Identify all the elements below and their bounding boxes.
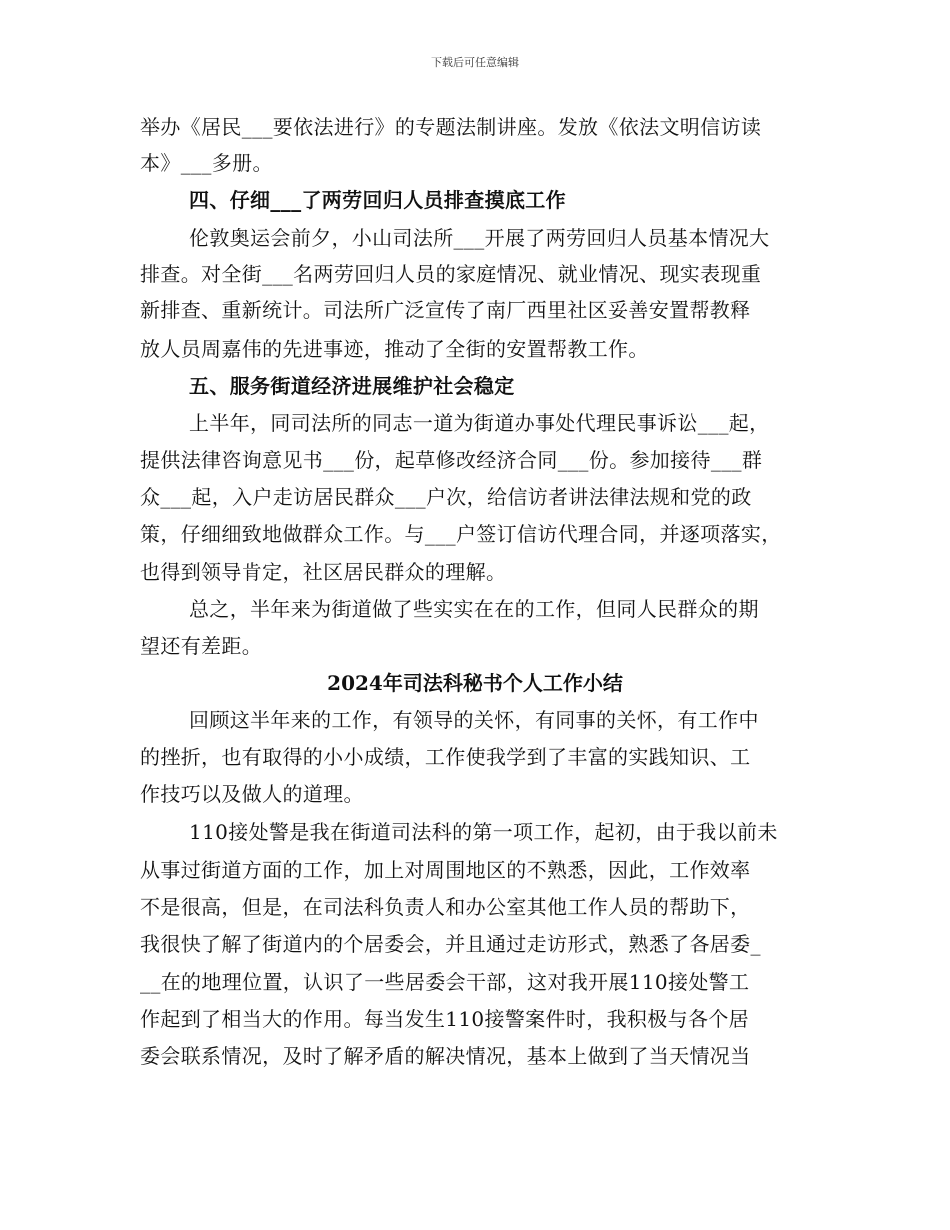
paragraph-line: 新排查、重新统计。司法所广泛宣传了南厂西里社区妥善安置帮教释 xyxy=(140,298,751,322)
paragraph-line: 放人员周嘉伟的先进事迹，推动了全街的安置帮教工作。 xyxy=(140,337,649,361)
section-heading-4: 四、仔细___了两劳回归人员排查摸底工作 xyxy=(189,188,566,212)
paragraph-line: 从事过街道方面的工作，加上对周围地区的不熟悉，因此，工作效率 xyxy=(140,858,751,882)
paragraph-line: 提供法律咨询意见书___份，起草修改经济合同___份。参加接待___群 xyxy=(140,448,763,472)
paragraph-line: 我很快了解了街道内的个居委会，并且通过走访形式，熟悉了各居委_ xyxy=(140,932,761,956)
paragraph-line: 伦敦奥运会前夕，小山司法所___开展了两劳回归人员基本情况大 xyxy=(189,226,770,250)
paragraph-line: 策，仔细细致地做群众工作。与___户签订信访代理合同，并逐项落实， xyxy=(140,522,782,546)
paragraph-line: 回顾这半年来的工作，有领导的关怀，有同事的关怀，有工作中 xyxy=(189,708,759,732)
paragraph-line: 作技巧以及做人的道理。 xyxy=(140,782,364,806)
paragraph-line: 的挫折，也有取得的小小成绩，工作使我学到了丰富的实践知识、工 xyxy=(140,745,751,769)
paragraph-line: 望还有差距。 xyxy=(140,634,263,658)
section-heading-5: 五、服务街道经济进展维护社会稳定 xyxy=(189,374,515,398)
paragraph-line: 上半年，同司法所的同志一道为街道办事处代理民事诉讼___起， xyxy=(189,411,770,435)
paragraph-line: 110接处警是我在街道司法科的第一项工作，起初，由于我以前未 xyxy=(189,820,778,844)
paragraph-line: 委会联系情况，及时了解矛盾的解决情况，基本上做到了当天情况当 xyxy=(140,1044,751,1068)
paragraph-line: 排查。对全街___名两劳回归人员的家庭情况、就业情况、现实表现重 xyxy=(140,262,762,286)
paragraph-line: 作起到了相当大的作用。每当发生110接警案件时，我积极与各个居 xyxy=(140,1007,750,1031)
paragraph-line: 举办《居民___要依法进行》的专题法制讲座。发放《依法文明信访读 xyxy=(140,115,762,139)
paragraph-line: 本》___多册。 xyxy=(140,151,273,175)
paragraph-line: 总之，半年来为街道做了些实实在在的工作，但同人民群众的期 xyxy=(189,597,759,621)
paragraph-line: 众___起，入户走访居民群众___户次，给信访者讲法律法规和党的政 xyxy=(140,485,752,509)
page-header: 下载后可任意编辑 xyxy=(431,56,519,69)
paragraph-line: 也得到领导肯定，社区居民群众的理解。 xyxy=(140,560,507,584)
section-title: 2024年司法科秘书个人工作小结 xyxy=(327,671,623,695)
paragraph-line: 不是很高，但是，在司法科负责人和办公室其他工作人员的帮助下， xyxy=(140,895,751,919)
paragraph-line: __在的地理位置，认识了一些居委会干部，这对我开展110接处警工 xyxy=(140,970,750,994)
